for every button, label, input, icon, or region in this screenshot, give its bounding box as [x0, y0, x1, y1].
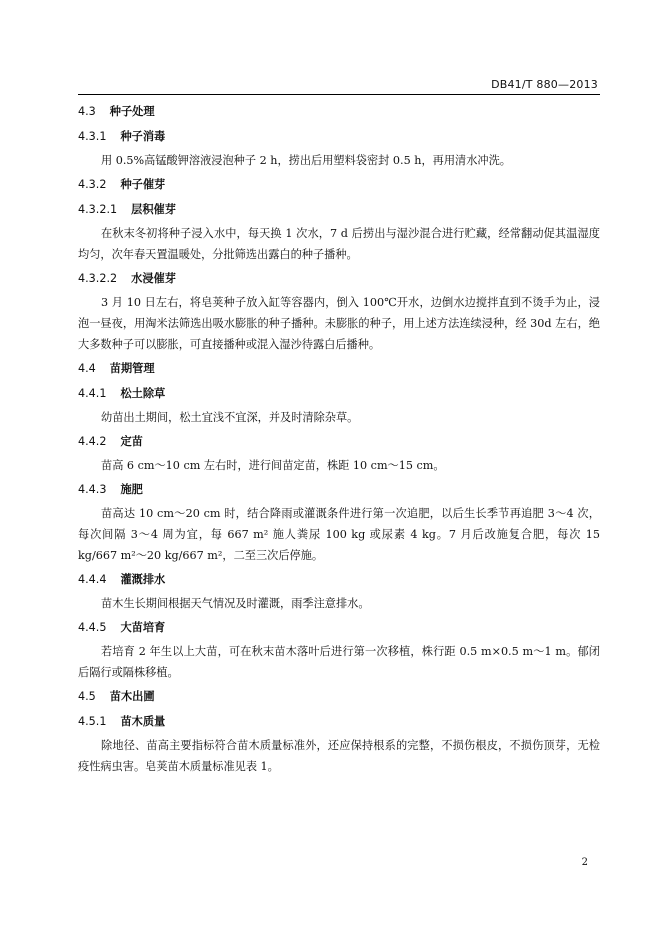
- section-title: 种子消毒: [120, 130, 166, 143]
- section-number: 4.3.1: [78, 130, 107, 143]
- section-title: 施肥: [120, 483, 143, 496]
- section-title: 种子催芽: [120, 178, 166, 191]
- section-title: 灌溉排水: [120, 573, 166, 586]
- section-heading: [78, 386, 600, 401]
- section-number: 4.3.2.1: [78, 203, 118, 216]
- paragraph: 苗高 6 cm～10 cm 左右时，进行间苗定苗，株距 10 cm～15 cm。: [101, 459, 445, 472]
- document-code: DB41/T 880—2013: [491, 78, 598, 91]
- section-number: 4.4.3: [78, 483, 107, 496]
- section-heading: [78, 689, 600, 704]
- section-title: 大苗培育: [120, 621, 166, 634]
- section-heading: [78, 177, 600, 192]
- section-number: 4.4: [78, 362, 96, 375]
- section-number: 4.4.4: [78, 573, 107, 586]
- paragraph: 除地径、苗高主要指标符合苗木质量标准外，还应保持根系的完整，不损伤根皮，不损伤顶芽，无检疫性病虫害。皂荚苗木质量标准见表 1。: [78, 739, 600, 773]
- section-number: 4.3: [78, 105, 96, 118]
- section-title: 种子处理: [109, 105, 155, 118]
- section-heading: [78, 271, 600, 286]
- section-title: 苗期管理: [109, 362, 155, 375]
- section-heading: [78, 361, 600, 376]
- paragraph: 在秋末冬初将种子浸入水中，每天换 1 次水，7 d 后捞出与湿沙混合进行贮藏，经常翻动促其温湿度均匀，次年春天置温暖处，分批筛选出露白的种子播种。: [78, 227, 600, 261]
- section-heading: [78, 714, 600, 729]
- section-number: 4.4.2: [78, 435, 107, 448]
- section-heading: [78, 129, 600, 144]
- section-title: 苗木出圃: [109, 690, 155, 703]
- paragraph: 苗高达 10 cm～20 cm 时，结合降雨或灌溉条件进行第一次追肥，以后生长季节再追肥 3～4 次，每次间隔 3～4 周为宜，每 667 m² 施人粪尿 100 kg 或尿素 4 kg。7 月后改施复合肥，每次 15 kg/667 m²～20 kg/667 m²，二至三次后停施。: [78, 507, 600, 562]
- section-number: 4.4.1: [78, 387, 107, 400]
- document-body: [78, 104, 600, 777]
- section-number: 4.3.2: [78, 178, 107, 191]
- section-heading: [78, 202, 600, 217]
- section-number: 4.5.1: [78, 715, 107, 728]
- section-heading: [78, 482, 600, 497]
- paragraph: 苗木生长期间根据天气情况及时灌溉，雨季注意排水。: [101, 597, 370, 610]
- section-title: 定苗: [120, 435, 143, 448]
- section-number: 4.3.2.2: [78, 272, 118, 285]
- paragraph: 若培育 2 年生以上大苗，可在秋末苗木落叶后进行第一次移植，株行距 0.5 m×0.5 m～1 m。郁闭后隔行或隔株移植。: [78, 645, 600, 679]
- section-heading: [78, 572, 600, 587]
- paragraph: 用 0.5%高锰酸钾溶液浸泡种子 2 h，捞出后用塑料袋密封 0.5 h，再用清水冲洗。: [101, 154, 511, 167]
- section-number: 4.5: [78, 690, 96, 703]
- section-title: 松土除草: [120, 387, 166, 400]
- paragraph: 幼苗出土期间，松土宜浅不宜深，并及时清除杂草。: [101, 411, 359, 424]
- page-number: 2: [581, 857, 588, 868]
- section-title: 苗木质量: [120, 715, 166, 728]
- section-heading: [78, 620, 600, 635]
- section-heading: [78, 104, 600, 119]
- section-number: 4.4.5: [78, 621, 107, 634]
- section-title: 水浸催芽: [131, 272, 176, 285]
- header-rule: [78, 94, 600, 95]
- section-title: 层积催芽: [131, 203, 176, 216]
- section-heading: [78, 434, 600, 449]
- paragraph: 3 月 10 日左右，将皂荚种子放入缸等容器内，倒入 100℃开水，边倒水边搅拌直到不烫手为止，浸泡一昼夜，用淘米法筛选出吸水膨胀的种子播种。未膨胀的种子，用上述方法连续浸种，经 30d 左右，绝大多数种子可以膨胀，可直接播种或混入湿沙待露白后播种。: [78, 296, 600, 351]
